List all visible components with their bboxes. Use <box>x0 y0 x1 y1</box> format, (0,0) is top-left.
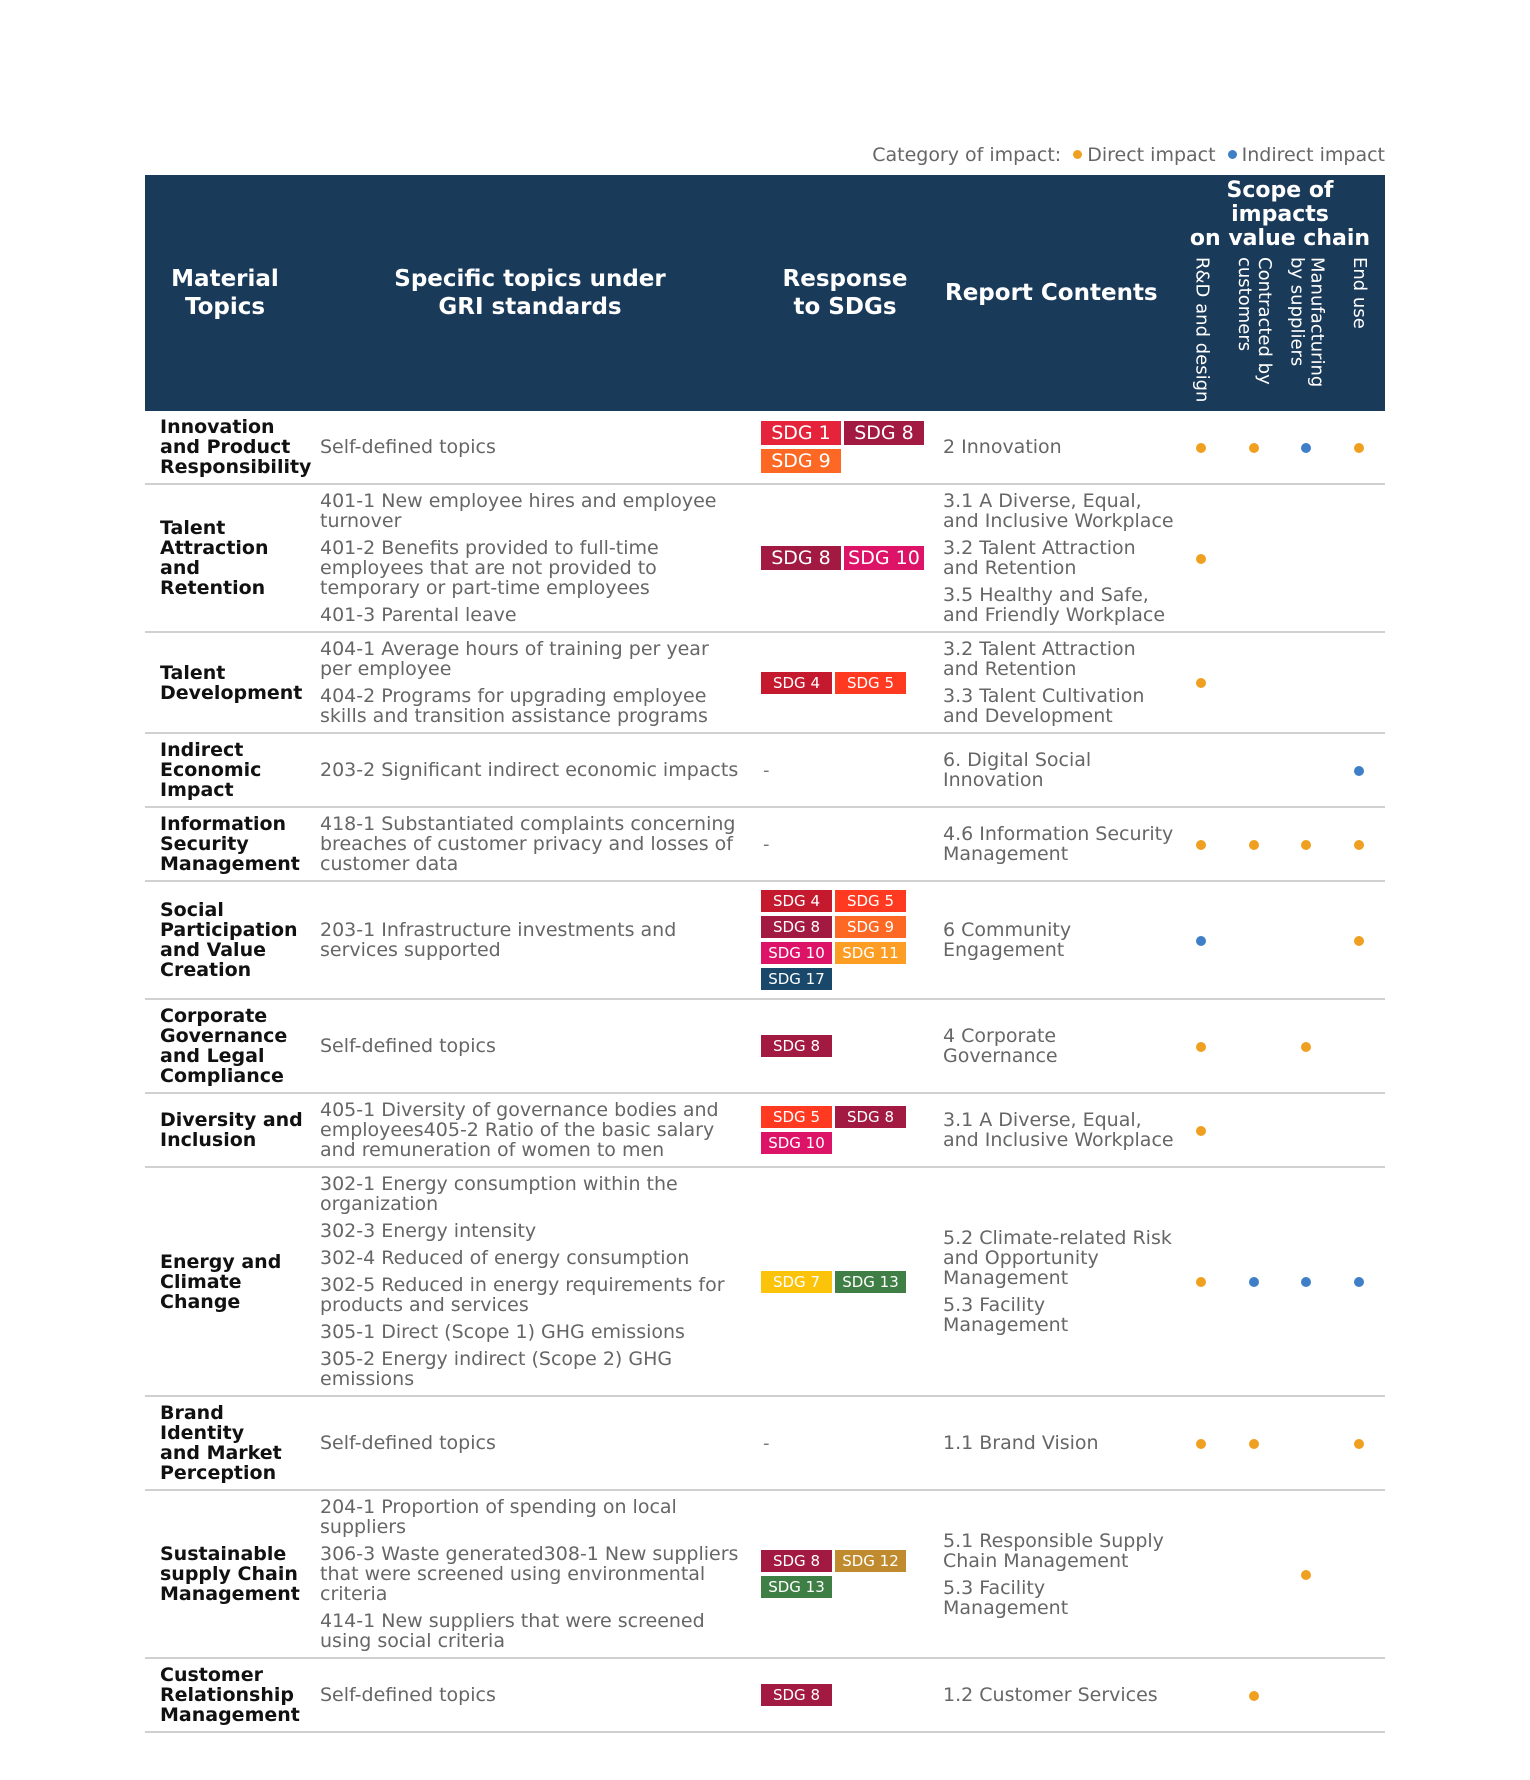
material-topic: Talent Attraction and Retention <box>145 484 305 632</box>
table-row <box>145 733 1385 807</box>
report-item: 6. Digital Social Innovation <box>943 749 1092 791</box>
legend-label: Category of impact: <box>872 144 1062 166</box>
scope-cell <box>1280 733 1333 807</box>
sdg-responses <box>755 1490 935 1658</box>
scope-cell <box>1333 1658 1386 1732</box>
sdg-badge: SDG 11 <box>835 942 906 964</box>
header-contracted-customers: Contracted by customers <box>1228 251 1281 411</box>
header-material-topics: Material Topics <box>145 175 305 411</box>
scope-cell <box>1228 733 1281 807</box>
sdg-responses <box>755 807 935 881</box>
sdg-badge: SDG 13 <box>835 1271 906 1293</box>
direct-impact-dot-icon <box>1354 936 1364 946</box>
sdg-badge: SDG 12 <box>835 1550 906 1572</box>
report-item: 5.1 Responsible Supply Chain Management <box>943 1529 1164 1572</box>
direct-impact-dot-icon <box>1196 1126 1206 1136</box>
gri-topic-item: Self-defined topics <box>320 1684 496 1706</box>
scope-cell <box>1280 1167 1333 1396</box>
sdg-badge: SDG 9 <box>835 916 906 938</box>
report-item: 6 Community Engagement <box>943 919 1072 961</box>
gri-topic-item: 302-5 Reduced in energy requirements for products and services <box>320 1274 725 1316</box>
header-sdgs: Response to SDGs <box>755 175 935 411</box>
material-topic: Customer Relationship Management <box>145 1658 305 1732</box>
report-item: 4.6 Information Security Management <box>943 823 1174 865</box>
indirect-impact-dot-icon <box>1354 1277 1364 1287</box>
sdg-badge: SDG 8 <box>761 1035 832 1057</box>
report-item: 3.1 A Diverse, Equal, and Inclusive Workplace <box>943 490 1174 532</box>
scope-cell <box>1280 484 1333 632</box>
direct-impact-dot-icon <box>1196 840 1206 850</box>
report-contents <box>935 733 1175 807</box>
gri-topic-item: 404-1 Average hours of training per year per employee <box>320 638 709 680</box>
indirect-impact-dot-icon <box>1301 1277 1311 1287</box>
direct-impact-dot-icon <box>1249 1439 1259 1449</box>
scope-cell <box>1228 411 1281 484</box>
scope-cell <box>1333 484 1386 632</box>
scope-cell <box>1280 807 1333 881</box>
scope-cell <box>1228 881 1281 999</box>
gri-topics <box>305 411 755 484</box>
direct-impact-dot-icon <box>1196 1439 1206 1449</box>
gri-topics <box>305 1167 755 1396</box>
material-topic: Information Security Management <box>145 807 305 881</box>
gri-topics <box>305 632 755 733</box>
sdg-responses <box>755 1167 935 1396</box>
gri-topic-item: 305-1 Direct (Scope 1) GHG emissions <box>320 1321 685 1343</box>
scope-cell <box>1280 1093 1333 1167</box>
scope-cell <box>1228 1396 1281 1490</box>
report-item: 4 Corporate Governance <box>943 1025 1058 1067</box>
gri-topic-item: 302-3 Energy intensity <box>320 1220 537 1242</box>
scope-cell <box>1333 881 1386 999</box>
report-item: 3.3 Talent Cultivation and Development <box>943 685 1145 727</box>
table-row <box>145 807 1385 881</box>
indirect-impact-dot-icon <box>1354 766 1364 776</box>
material-topic: Indirect Economic Impact <box>145 733 305 807</box>
scope-cell <box>1228 1658 1281 1732</box>
report-item: 3.5 Healthy and Safe, and Friendly Workplace <box>943 584 1166 626</box>
material-topic: Brand Identity and Market Perception <box>145 1396 305 1490</box>
gri-topics <box>305 1490 755 1658</box>
sdg-responses <box>755 733 935 807</box>
gri-topics <box>305 484 755 632</box>
gri-topic-item: 404-2 Programs for upgrading employee skills and transition assistance programs <box>320 685 708 727</box>
material-topic: Diversity and Inclusion <box>145 1093 305 1167</box>
direct-impact-dot-icon <box>1196 678 1206 688</box>
direct-impact-dot-icon <box>1354 1439 1364 1449</box>
indirect-impact-dot-icon <box>1249 1277 1259 1287</box>
gri-topics <box>305 1658 755 1732</box>
scope-cell <box>1228 632 1281 733</box>
gri-topics <box>305 1396 755 1490</box>
sdg-badge: SDG 8 <box>835 1106 906 1128</box>
scope-cell <box>1175 999 1228 1093</box>
gri-topic-item: Self-defined topics <box>320 1432 496 1454</box>
report-contents <box>935 1658 1175 1732</box>
sdg-responses <box>755 1396 935 1490</box>
scope-cell <box>1333 999 1386 1093</box>
gri-topic-item: 414-1 New suppliers that were screened using social criteria <box>320 1610 705 1652</box>
report-item: 5.3 Facility Management <box>943 1294 1069 1336</box>
report-contents <box>935 999 1175 1093</box>
gri-topic-item: Self-defined topics <box>320 1035 496 1057</box>
material-topic: Talent Development <box>145 632 305 733</box>
table-row <box>145 1167 1385 1396</box>
scope-cell <box>1280 1490 1333 1658</box>
gri-topic-item: 306-3 Waste generated308-1 New suppliers that were screened using environmental criteria <box>320 1543 739 1605</box>
scope-cell <box>1175 881 1228 999</box>
direct-impact-dot-icon <box>1301 1570 1311 1580</box>
gri-topic-item: Self-defined topics <box>320 436 496 458</box>
sdg-badge: SDG 5 <box>835 672 906 694</box>
report-contents <box>935 1490 1175 1658</box>
direct-impact-dot-icon <box>1249 840 1259 850</box>
sdg-badge: SDG 8 <box>761 1684 832 1706</box>
impact-legend <box>145 140 1385 175</box>
scope-cell <box>1333 632 1386 733</box>
scope-cell <box>1280 881 1333 999</box>
empty-dash: - <box>763 1432 770 1454</box>
gri-topics <box>305 881 755 999</box>
scope-cell <box>1228 1167 1281 1396</box>
direct-impact-dot-icon <box>1196 554 1206 564</box>
direct-impact-dot-icon <box>1249 443 1259 453</box>
scope-cell <box>1333 1167 1386 1396</box>
sdg-badge: SDG 5 <box>835 890 906 912</box>
scope-cell <box>1228 484 1281 632</box>
sdg-responses <box>755 1658 935 1732</box>
sustainability-table-wrapper <box>145 140 1385 1733</box>
sdg-badge: SDG 4 <box>761 890 832 912</box>
table-row <box>145 632 1385 733</box>
sdg-badge: SDG 10 <box>761 942 832 964</box>
indirect-impact-dot-icon <box>1228 150 1237 159</box>
material-topic: Social Participation and Value Creation <box>145 881 305 999</box>
table-row <box>145 1658 1385 1732</box>
gri-topics <box>305 1093 755 1167</box>
sdg-badge: SDG 10 <box>761 1132 832 1154</box>
sdg-badge: SDG 1 <box>761 421 841 445</box>
sdg-responses <box>755 632 935 733</box>
direct-impact-dot-icon <box>1196 1042 1206 1052</box>
gri-topic-item: 401-1 New employee hires and employee turnover <box>320 490 717 532</box>
table-row <box>145 1396 1385 1490</box>
scope-cell <box>1333 1396 1386 1490</box>
scope-cell <box>1228 1093 1281 1167</box>
report-item: 2 Innovation <box>943 436 1062 458</box>
sdg-badge: SDG 7 <box>761 1271 832 1293</box>
table-row <box>145 1490 1385 1658</box>
sdg-badge: SDG 5 <box>761 1106 832 1128</box>
scope-cell <box>1333 1490 1386 1658</box>
report-contents <box>935 881 1175 999</box>
scope-cell <box>1175 484 1228 632</box>
report-item: 1.1 Brand Vision <box>943 1432 1099 1454</box>
gri-topic-item: 401-3 Parental leave <box>320 604 517 626</box>
direct-impact-dot-icon <box>1073 150 1082 159</box>
report-item: 3.1 A Diverse, Equal, and Inclusive Workplace <box>943 1109 1174 1151</box>
sdg-responses <box>755 484 935 632</box>
sdg-badge: SDG 4 <box>761 672 832 694</box>
report-contents <box>935 632 1175 733</box>
gri-topic-item: 203-2 Significant indirect economic impacts <box>320 759 739 781</box>
report-item: 3.2 Talent Attraction and Retention <box>943 638 1136 680</box>
report-contents <box>935 484 1175 632</box>
report-item: 3.2 Talent Attraction and Retention <box>943 537 1136 579</box>
sdg-responses <box>755 999 935 1093</box>
table-body <box>145 411 1385 1732</box>
indirect-impact-dot-icon <box>1301 443 1311 453</box>
direct-impact-dot-icon <box>1354 840 1364 850</box>
scope-cell <box>1175 1167 1228 1396</box>
gri-topics <box>305 807 755 881</box>
sdg-badge: SDG 8 <box>761 546 841 570</box>
sdg-badge: SDG 9 <box>761 449 841 473</box>
header-manufacturing-suppliers: Manufacturing by suppliers <box>1280 251 1333 411</box>
indirect-impact-dot-icon <box>1196 936 1206 946</box>
legend-direct: Direct impact <box>1087 144 1216 166</box>
material-topic: Corporate Governance and Legal Compliance <box>145 999 305 1093</box>
direct-impact-dot-icon <box>1301 840 1311 850</box>
sdg-responses <box>755 881 935 999</box>
table-row <box>145 411 1385 484</box>
scope-cell <box>1175 1490 1228 1658</box>
direct-impact-dot-icon <box>1196 1277 1206 1287</box>
scope-cell <box>1175 1093 1228 1167</box>
scope-cell <box>1333 1093 1386 1167</box>
scope-cell <box>1175 1658 1228 1732</box>
scope-cell <box>1280 632 1333 733</box>
gri-topic-item: 302-4 Reduced of energy consumption <box>320 1247 690 1269</box>
direct-impact-dot-icon <box>1196 443 1206 453</box>
table-row <box>145 1093 1385 1167</box>
sdg-responses <box>755 1093 935 1167</box>
table-row <box>145 484 1385 632</box>
header-report-contents: Report Contents <box>935 175 1175 411</box>
scope-cell <box>1228 999 1281 1093</box>
scope-cell <box>1175 733 1228 807</box>
header-end-use: End use <box>1333 251 1386 411</box>
report-contents <box>935 807 1175 881</box>
gri-topic-item: 405-1 Diversity of governance bodies and employees405-2 Ratio of the basic salary and remuneration of women to men <box>320 1099 719 1161</box>
sdg-responses <box>755 411 935 484</box>
material-topics-table <box>145 175 1385 1733</box>
scope-cell <box>1175 807 1228 881</box>
scope-cell <box>1175 632 1228 733</box>
material-topic: Innovation and Product Responsibility <box>145 411 305 484</box>
gri-topic-item: 302-1 Energy consumption within the organization <box>320 1173 678 1215</box>
report-contents <box>935 1093 1175 1167</box>
gri-topic-item: 203-1 Infrastructure investments and services supported <box>320 919 677 961</box>
scope-cell <box>1333 807 1386 881</box>
material-topic: Sustainable supply Chain Management <box>145 1490 305 1658</box>
scope-cell <box>1228 807 1281 881</box>
sdg-badge: SDG 8 <box>844 421 924 445</box>
header-rd-design: R&D and design <box>1175 251 1228 411</box>
report-item: 1.2 Customer Services <box>943 1684 1158 1706</box>
sdg-badge: SDG 13 <box>761 1576 832 1598</box>
header-gri-topics: Specific topics under GRI standards <box>305 175 755 411</box>
direct-impact-dot-icon <box>1301 1042 1311 1052</box>
direct-impact-dot-icon <box>1354 443 1364 453</box>
direct-impact-dot-icon <box>1249 1691 1259 1701</box>
scope-cell <box>1228 1490 1281 1658</box>
scope-cell <box>1175 1396 1228 1490</box>
sdg-badge: SDG 8 <box>761 1550 832 1572</box>
gri-topic-item: 418-1 Substantiated complaints concerning breaches of customer privacy and losses of customer data <box>320 813 736 875</box>
table-row <box>145 881 1385 999</box>
scope-cell <box>1333 411 1386 484</box>
legend-indirect: Indirect impact <box>1241 144 1385 166</box>
scope-cell <box>1280 411 1333 484</box>
sdg-badge: SDG 17 <box>761 968 832 990</box>
report-item: 5.3 Facility Management <box>943 1576 1069 1619</box>
empty-dash: - <box>763 759 770 781</box>
sdg-badge: SDG 8 <box>761 916 832 938</box>
gri-topic-item: 401-2 Benefits provided to full-time employees that are not provided to temporary or part-time employees <box>320 537 659 599</box>
empty-dash: - <box>763 833 770 855</box>
header-scope-of-impacts: Scope of impacts on value chain <box>1175 175 1385 251</box>
sdg-badge: SDG 10 <box>844 546 924 570</box>
gri-topic-item: 305-2 Energy indirect (Scope 2) GHG emissions <box>320 1348 673 1390</box>
scope-cell <box>1280 1396 1333 1490</box>
gri-topics <box>305 999 755 1093</box>
report-contents <box>935 1396 1175 1490</box>
gri-topics <box>305 733 755 807</box>
scope-cell <box>1280 999 1333 1093</box>
gri-topic-item: 204-1 Proportion of spending on local suppliers <box>320 1496 677 1538</box>
report-contents <box>935 1167 1175 1396</box>
scope-cell <box>1175 411 1228 484</box>
scope-cell <box>1333 733 1386 807</box>
table-row <box>145 999 1385 1093</box>
report-contents <box>935 411 1175 484</box>
material-topic: Energy and Climate Change <box>145 1167 305 1396</box>
scope-cell <box>1280 1658 1333 1732</box>
report-item: 5.2 Climate-related Risk and Opportunity Management <box>943 1227 1172 1289</box>
